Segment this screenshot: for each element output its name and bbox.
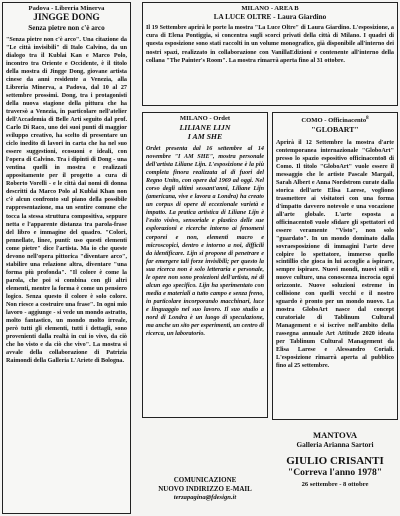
email-address: terzapagina@fdesign.it (173, 494, 237, 501)
padova-header: Padova - Libreria Minerva (28, 5, 105, 12)
milano-b-header: MILANO - AREA B (241, 5, 299, 12)
como-article (272, 112, 398, 420)
mantova-city: MANTOVA (312, 430, 358, 440)
como-header (276, 115, 394, 125)
como-header-sup: 8 (366, 116, 369, 121)
como-header-text: COMO - Officinacento (301, 117, 367, 125)
mantova-article (272, 424, 398, 514)
mantova-gallery: Galleria Arianna Sartori (296, 440, 374, 449)
padova-body (6, 36, 127, 366)
ordet-title-artist: LILIANE LIJN (179, 123, 231, 132)
mantova-dates: 26 settembre - 8 ottobre (301, 481, 369, 488)
mantova-work-title: "Correva l'anno 1978" (287, 467, 383, 478)
communication-box (142, 422, 268, 512)
padova-body-text: "Senza pietre non c'è arco". Una citazione da "Le città invisibili" di Italo Calvino, da un dialogo tra il Kublai Kan e Marco Polo, incontro tra Oriente e Occidente, è il titolo della mostra di Jingge Dong, giovane artista cinese da anni residente a Venezia, alla Libreria Minerva, a Padova, dal 10 al 27 settembre prossimi. Dong, tra i protagonisti della nuova stagione della pittura che ha traversò a Venezia, in particolare nell'atelier dell'Accademia di Belle Arti seguito dal prof. Carlo Di Raco, uno dei suoi punti di maggior sviluppo creativo, ha scelto di presentare un ciclo inedito di lavori in carta che ha nel suo essere suggestioni, ecosuoni e ideali, con l'opera di Calvino. Tra i dipinti di Dong - una ventina quelli in mostra e realizzati appositamente per il progetto a cura di Roberto Vorelli - e le città dai nomi di donna descritti da Marco Polo al Kublai Khan non c'è alcun confronto sul piano della possibile rappresentazione, ma un sentire comune che tocca la stessa struttura compositiva, seppure netta e l'apparente distanza tra parola-frase del libro e immagine del quadro. "Colori, pennellate, linee, punti: uso questi elementi come pietre" dice l'artista. Ma io che queste devono nell'opera pittorica "diventare arco", stabilire una relazione altra, diventare "una forma più profonda". "Il colore è come la parola, che poi si combina con gli altri elementi, mentre la forma è come un pensiero logico. Senza questo il colore è solo colore. Non riesce a costruire una frase". In ogni mio lavoro - aggiunge - si vede un mondo astratto, molto fantastico, un mondo molto irreale, però tutti gli elementi, tutti i dettagli, sono provenienti dalla realtà in cui io vivo, da ciò che ho visto e da ciò che vivo". La mostra si avvale della collaborazione di Patrizia Raimondi della Galleria L'Ariete di Bologna. (6, 36, 127, 365)
ordet-body-text: Ordet presenta dal 16 settembre al 14 novembre "I AM SHE", mostra personale dell'artista Liliane Lijn. L'esposizione è la più completa finora realizzata al di fuori del Regno Unito, con opere dal 1969 ad oggi. Nel corso degli ultimi sessant'anni, Liliane Lijn (americana, vive e lavora a Londra) ha creato un corpus di opere di eccezionale varietà e impatto. La pratica artistica di Liliane Lijn è l'esito visivo, sensoriale e plastico delle sue esplorazioni e ricerche intorno ai fenomeni corporei e non, elementi macro e microscopici, dentro e intorno a noi, difficili da identificare. Lijn si propone di penetrare e far emergere tali forze invisibili; per questo la sua ricerca non è solo letteraria e personale, le opere non sono proiezioni dell'artista, né di alcun ego specifico. Lijn ha sperimentato con media e materiali a tutto campo e senza freno, in particolare incorporando macchinari, luce e linguaggio nel suo lavoro. Il suo studio a nord di Londra è un luogo di speculazione, ma anche un sito per esperimenti, un centro di ricerca, un laboratorio. (146, 146, 264, 338)
milano-b-body-text: Il 19 Settembre aprirà le porte la mostra "La Luce Oltre" di Laura Giardino. L'esposizione, a cura di Elena Pontiggia, si concentra sugli scorci privati della città di Milano. I quadri di questa esposizione sono stati raccolti in un volume monografico, già disponibile all'interno dei nostri spazi, realizzato in collaborazione con VanillaEdizioni e contenente all'interno della collana "The Painter's Room". La mostra rimarrà aperta fino al 31 ottobre. (146, 25, 394, 64)
como-body (276, 140, 394, 371)
como-body-text: Aprirà il 12 Settembre la mostra d'arte contemporanea internazionale "GloboArt" presso lo spazio espositivo officinacento8 di Como. Il titolo "GloboArt" vuole essere il messaggio che le artiste Pascale Margail, Sarah Albert e Anna Nordstrom curate dalla storica dell'arte Elisa Larese, vogliono trasmettere ai visitatori con una forma d'impatto davvero notevole e una vocazione all'arte globale. L'arte esposta a officinacento8 vuole sfidare gli spettatori ed essere veramente "Visto", non solo "guardato". In un mondo dominato dalla sovraesposizione di immagini l'arte deve colpire lo spettatore, immerso quello scintillio che gioca in lui accoglie a ispirare, sempre ispirare. Nuovi mondi, nuovi stili e nuove culture, una conoscenza incrocia ogni orizzonte. Nuove soluzioni estreme in collisione con quelli vecchi e il nostro sguardo è pronto per un mondo nuovo. La mostra GloboArt nasce dal concept curatoriale di Tablinum Cultural Management e si iscrive nell'ambito della rassegna annuale Art Attitude 2020 ideata per Tablinum Cultural Management da Elisa Larese e Alessandro Coriali. L'esposizione rimarrà aperta al pubblico fino al 25 settembre. (276, 140, 394, 369)
milano-b-article (142, 2, 398, 106)
padova-article (2, 2, 131, 514)
ordet-header: MILANO - Ordet (179, 115, 231, 122)
padova-subtitle: Senza pietre non c'è arco (28, 23, 105, 32)
ordet-body (146, 145, 264, 338)
new-email-title: NUOVO INDIRIZZO E-MAIL (158, 484, 252, 493)
milano-b-title: LA LUCE OLTRE - Laura Giardino (213, 13, 327, 21)
milano-ordet-article (142, 112, 268, 418)
padova-title: JINGGE DONG (33, 13, 100, 23)
milano-b-body (146, 24, 394, 65)
ordet-title-show: I AM SHE (187, 132, 223, 141)
mantova-artist: GIULIO CRISANTI (286, 455, 384, 467)
communication-title: COMUNICAZIONE (173, 476, 237, 484)
como-title: "GLOBART" (311, 125, 359, 135)
